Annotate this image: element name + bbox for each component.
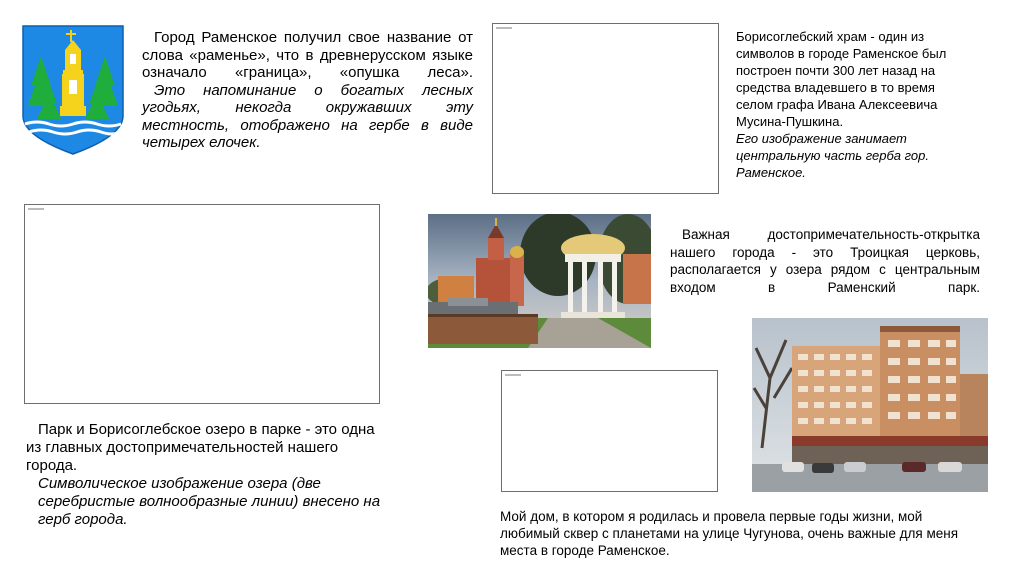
name-origin-text: Город Раменское получил свое название от слова «раменье», что в древнерусском языке означало «граница», «опушка леса». <box>142 29 473 81</box>
text-block-name-origin <box>142 29 473 152</box>
text-block-trinity-church: Важная достопримечательность-открытка нашего города - это Троицкая церковь, располагается у озера рядом с центральным входом в Раменский парк. <box>670 227 980 295</box>
park-lake-italic: Символическое изображение озера (две серебристые волнообразные линии) внесено на герб города. <box>38 475 381 528</box>
image-placeholder-3 <box>501 370 718 492</box>
park-lake-text: Парк и Борисоглебское озеро в парке - это одна из главных достопримечательностей нашего города. <box>26 421 375 474</box>
photo-church-rotunda <box>428 214 651 348</box>
cathedral-italic: Его изображение занимает центральную часть герба гор. Раменское. <box>736 131 929 180</box>
text-block-cathedral <box>736 28 974 181</box>
name-origin-italic: Это напоминание о богатых лесных угодьях, некогда окружавших эту местность, отображено на гербе в виде четырех елочек. <box>142 81 473 151</box>
image-placeholder-2 <box>24 204 380 404</box>
cathedral-text: Борисоглебский храм - один из символов в городе Раменское был построен почти 300 лет назад на средства владевшего в то время селом графа Ивана Алексеевича Мусина-Пушкина. <box>736 29 947 129</box>
photo-residential-building <box>752 318 988 492</box>
text-block-park-lake <box>26 421 386 529</box>
image-placeholder-1 <box>492 23 719 194</box>
text-block-my-home: Мой дом, в котором я родилась и провела первые годы жизни, мой любимый сквер с планетами на улице Чугунова, очень важные для меня места в городе Раменское. <box>500 509 958 558</box>
coat-of-arms <box>19 24 127 156</box>
